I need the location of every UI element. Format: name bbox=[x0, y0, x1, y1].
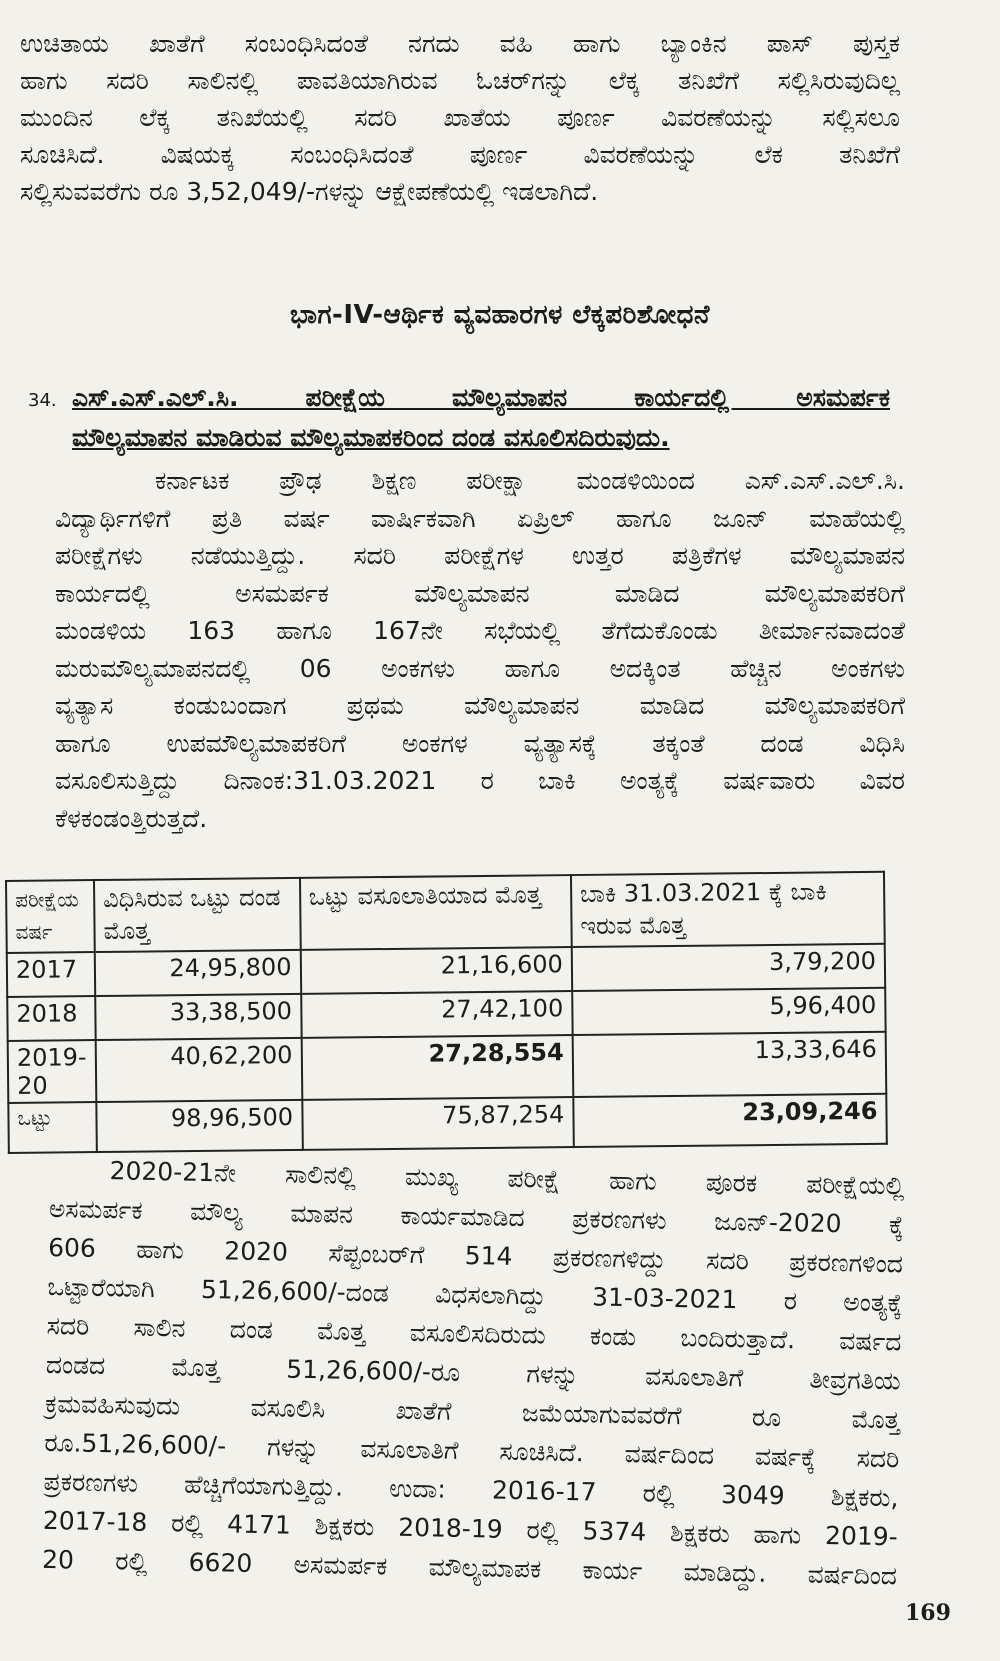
text-line: ಅಸಮರ್ಪಕ ಮೌಲ್ಯ ಮಾಪನ ಕಾರ್ಯಮಾಡಿದ ಪ್ರಕರಣಗಳು ಜೂನ್-2020 ಕ್ಕೆ bbox=[48, 1193, 904, 1240]
text-line: ಹಾಗು ಸದರಿ ಸಾಲಿನಲ್ಲಿ ಪಾವತಿಯಾಗಿರುವ ಓಚರ್‌ಗನ್ನು ಲೆಕ್ಕ ತನಿಖೆಗೆ ಸಲ್ಲಿಸಿರುವುದಿಲ್ಲ bbox=[20, 66, 900, 95]
table-cell-year: 2019-20 bbox=[8, 1040, 97, 1103]
table-cell: 27,42,100 bbox=[301, 991, 573, 1038]
text-line: ಕೆಳಕಂಡಂತ್ತಿರುತ್ತದೆ. bbox=[55, 803, 208, 833]
paragraph-sslc-evaluation bbox=[55, 462, 905, 837]
part-heading: ಭಾಗ-IV-ಆರ್ಥಿಕ ವ್ಯವಹಾರಗಳ ಲೆಕ್ಕಪರಿಶೋಧನೆ bbox=[290, 300, 710, 330]
text-line: 606 ಹಾಗು 2020 ಸೆಪ್ಟಂಬರ್‌ಗೆ 514 ಪ್ರಕರಣಗಳಿದ್ದು ಸದರಿ ಪ್ರಕರಣಗಳಿಂದ bbox=[47, 1232, 904, 1279]
text-line: ಪ್ರಕರಣಗಳು ಹೆಚ್ಚಿಗೆಯಾಗುತ್ತಿದ್ದು. ಉದಾ: 2016-17 ರಲ್ಲಿ 3049 ಶಿಕ್ಷಕರು, bbox=[43, 1466, 899, 1513]
text-line: 2017-18 ರಲ್ಲಿ 4171 ಶಿಕ್ಷಕರು 2018-19 ರಲ್ಲಿ 5374 ಶಿಕ್ಷಕರು ಹಾಗು 2019- bbox=[42, 1505, 899, 1552]
table-cell-year: 2017 bbox=[7, 952, 95, 997]
paragraph-2020-21-cases bbox=[42, 1150, 905, 1595]
text-line: ದಂಡದ ಮೊತ್ತ 51,26,600/-ರೂ ಗಳನ್ನು ವಸೂಲಾತಿಗೆ ತೀವ್ರಗತಿಯ bbox=[45, 1349, 902, 1396]
table-cell: 3,79,200 bbox=[572, 944, 886, 991]
text-line: ವಸೂಲಿಸುತ್ತಿದ್ದು ದಿನಾಂಕ:31.03.2021 ರ ಬಾಕಿ ಅಂತ್ಯಕ್ಕೆ ವರ್ಷವಾರು ವಿವರ bbox=[55, 766, 905, 795]
section-title-line: ಮೌಲ್ಯಮಾಪನ ಮಾಡಿರುವ ಮೌಲ್ಯಮಾಪಕರಿಂದ ದಂಡ ವಸೂಲಿಸದಿರುವುದು. bbox=[72, 423, 670, 452]
table-header-row bbox=[6, 872, 885, 953]
text-line: ಪರೀಕ್ಷೆಗಳು ನಡೆಯುತ್ತಿದ್ದು. ಸದರಿ ಪರೀಕ್ಷೆಗಳ ಉತ್ತರ ಪತ್ರಿಕೆಗಳ ಮೌಲ್ಯಮಾಪನ bbox=[55, 541, 905, 570]
text-line: ಮಂಡಳಿಯ 163 ಹಾಗೂ 167ನೇ ಸಭೆಯಲ್ಲಿ ತೆಗೆದುಕೊಂಡು ತೀರ್ಮಾನವಾದಂತೆ bbox=[55, 616, 905, 645]
section-title-line: ಎಸ್.ಎಸ್.ಎಲ್.ಸಿ. ಪರೀಕ್ಷೆಯ ಮೌಲ್ಯಮಾಪನ ಕಾರ್ಯದಲ್ಲಿ ಅಸಮರ್ಪಕ bbox=[72, 383, 890, 412]
text-line: ವ್ಯತ್ಯಾಸ ಕಂಡುಬಂದಾಗ ಪ್ರಥಮ ಮೌಲ್ಯಮಾಪನ ಮಾಡಿದ ಮೌಲ್ಯಮಾಪಕರಿಗೆ bbox=[55, 691, 905, 720]
table-total-row bbox=[8, 1094, 886, 1153]
text-line: ಕರ್ನಾಟಕ ಪ್ರೌಢ ಶಿಕ್ಷಣ ಪರೀಕ್ಷಾ ಮಂಡಳಿಯಿಂದ ಎಸ್.ಎಸ್.ಎಲ್.ಸಿ. bbox=[155, 466, 905, 495]
page-number: 169 bbox=[905, 1600, 951, 1626]
table-cell-year: 2018 bbox=[7, 996, 95, 1041]
text-line: ಮುಂದಿನ ಲೆಕ್ಕ ತನಿಖೆಯಲ್ಲಿ ಸದರಿ ಖಾತೆಯ ಪೂರ್ಣ ವಿವರಣೆಯನ್ನು ಸಲ್ಲಿಸಲೂ bbox=[20, 103, 900, 132]
column-header-balance: ಬಾಕಿ 31.03.2021 ಕ್ಕೆ ಬಾಕಿ ಇರುವ ಮೊತ್ತ bbox=[571, 872, 885, 947]
table-cell-total-label: ಒಟ್ಟು bbox=[8, 1102, 97, 1153]
text-line: ಮರುಮೌಲ್ಯಮಾಪನದಲ್ಲಿ 06 ಅಂಕಗಳು ಹಾಗೂ ಅದಕ್ಕಿಂತ ಹೆಚ್ಚಿನ ಅಂಕಗಳು bbox=[55, 653, 905, 683]
column-header-penalty-imposed: ವಿಧಿಸಿರುವ ಒಟ್ಟು ದಂಡ ಮೊತ್ತ bbox=[94, 878, 300, 952]
text-line: ಉಚಿತಾಯ ಖಾತೆಗೆ ಸಂಬಂಧಿಸಿದಂತೆ ನಗದು ವಹಿ ಹಾಗು ಬ್ಯಾಂಕಿನ ಪಾಸ್ ಪುಸ್ತಕ bbox=[20, 29, 900, 58]
table-cell: 5,96,400 bbox=[572, 988, 886, 1035]
table-cell: 27,28,554 bbox=[301, 1035, 573, 1100]
table-cell: 40,62,200 bbox=[96, 1038, 302, 1102]
text-line: ಒಟ್ಟಾರೆಯಾಗಿ 51,26,600/-ದಂಡ ವಿಧಸಲಾಗಿದ್ದು 31-03-2021 ರ ಅಂತ್ಯಕ್ಕೆ bbox=[47, 1271, 903, 1318]
text-line: ಕ್ರಮವಹಿಸುವುದು ವಸೂಲಿಸಿ ಖಾತೆಗೆ ಜಮೆಯಾಗುವವರೆಗೆ ರೂ ಮೊತ್ತ bbox=[44, 1388, 901, 1435]
table-cell: 98,96,500 bbox=[96, 1100, 302, 1152]
text-line: ರೂ.51,26,600/- ಗಳನ್ನು ವಸೂಲಾತಿಗೆ ಸೂಚಿಸಿದೆ. ವರ್ಷದಿಂದ ವರ್ಷಕ್ಕೆ ಸದರಿ bbox=[44, 1427, 900, 1474]
penalty-table bbox=[5, 871, 888, 1154]
column-header-amount-recovered: ಒಟ್ಟು ವಸೂಲಾತಿಯಾದ ಮೊತ್ತ bbox=[300, 875, 572, 950]
table-cell: 33,38,500 bbox=[95, 994, 301, 1040]
column-header-year: ಪರೀಕ್ಷೆಯ ವರ್ಷ bbox=[6, 880, 95, 953]
text-line: ಸೂಚಿಸಿದೆ. ವಿಷಯಕ್ಕ ಸಂಬಂಧಿಸಿದಂತೆ ಪೂರ್ಣ ವಿವರಣೆಯನ್ನು ಲೆಕ ತನಿಖೆಗೆ bbox=[20, 140, 900, 169]
text-line: ಹಾಗೂ ಉಪಮೌಲ್ಯಮಾಪಕರಿಗೆ ಅಂಕಗಳ ವ್ಯತ್ಯಾಸಕ್ಕೆ ತಕ್ಕಂತೆ ದಂಡ ವಿಧಿಸಿ bbox=[55, 728, 905, 758]
text-line: ವಿದ್ಯಾರ್ಥಿಗಳಿಗೆ ಪ್ರತಿ ವರ್ಷ ವಾರ್ಷಿಕವಾಗಿ ಏಪ್ರಿಲ್ ಹಾಗೂ ಜೂನ್ ಮಾಹೆಯಲ್ಲಿ bbox=[55, 503, 905, 533]
text-line: ಸದರಿ ಸಾಲಿನ ದಂಡ ಮೊತ್ತ ವಸೂಲಿಸದಿರುದು ಕಂಡು ಬಂದಿರುತ್ತಾದೆ. ವರ್ಷದ bbox=[46, 1310, 902, 1357]
table-cell: 21,16,600 bbox=[300, 947, 572, 994]
text-line: ಸಲ್ಲಿಸುವವರೆಗು ರೂ 3,52,049/-ಗಳನ್ನು ಆಕ್ಷೇಪಣೆಯಲ್ಲಿ ಇಡಲಾಗಿದೆ. bbox=[20, 177, 599, 206]
text-line: 2020-21ನೇ ಸಾಲಿನಲ್ಲಿ ಮುಖ್ಯ ಪರೀಕ್ಷೆ ಹಾಗು ಪೂರಕ ಪರೀಕ್ಷೆಯಲ್ಲಿ bbox=[109, 1156, 905, 1201]
table-cell: 13,33,646 bbox=[573, 1032, 887, 1097]
text-line: 20 ರಲ್ಲಿ 6620 ಅಸಮರ್ಪಕ ಮೌಲ್ಯಮಾಪಕ ಕಾರ್ಯ ಮಾಡಿದ್ದು. ವರ್ಷದಿಂದ bbox=[41, 1544, 898, 1591]
section-title bbox=[72, 378, 890, 458]
text-line: ಕಾರ್ಯದಲ್ಲಿ ಅಸಮರ್ಪಕ ಮೌಲ್ಯಮಾಪನ ಮಾಡಿದ ಮೌಲ್ಯಮಾಪಕರಿಗೆ bbox=[55, 578, 905, 608]
table-cell: 75,87,254 bbox=[302, 1097, 574, 1150]
paragraph-audit-objection bbox=[20, 25, 900, 210]
table-row bbox=[8, 1032, 887, 1103]
table-cell: 23,09,246 bbox=[573, 1094, 887, 1147]
table-cell: 24,95,800 bbox=[95, 950, 301, 996]
section-number: 34. bbox=[28, 390, 57, 411]
